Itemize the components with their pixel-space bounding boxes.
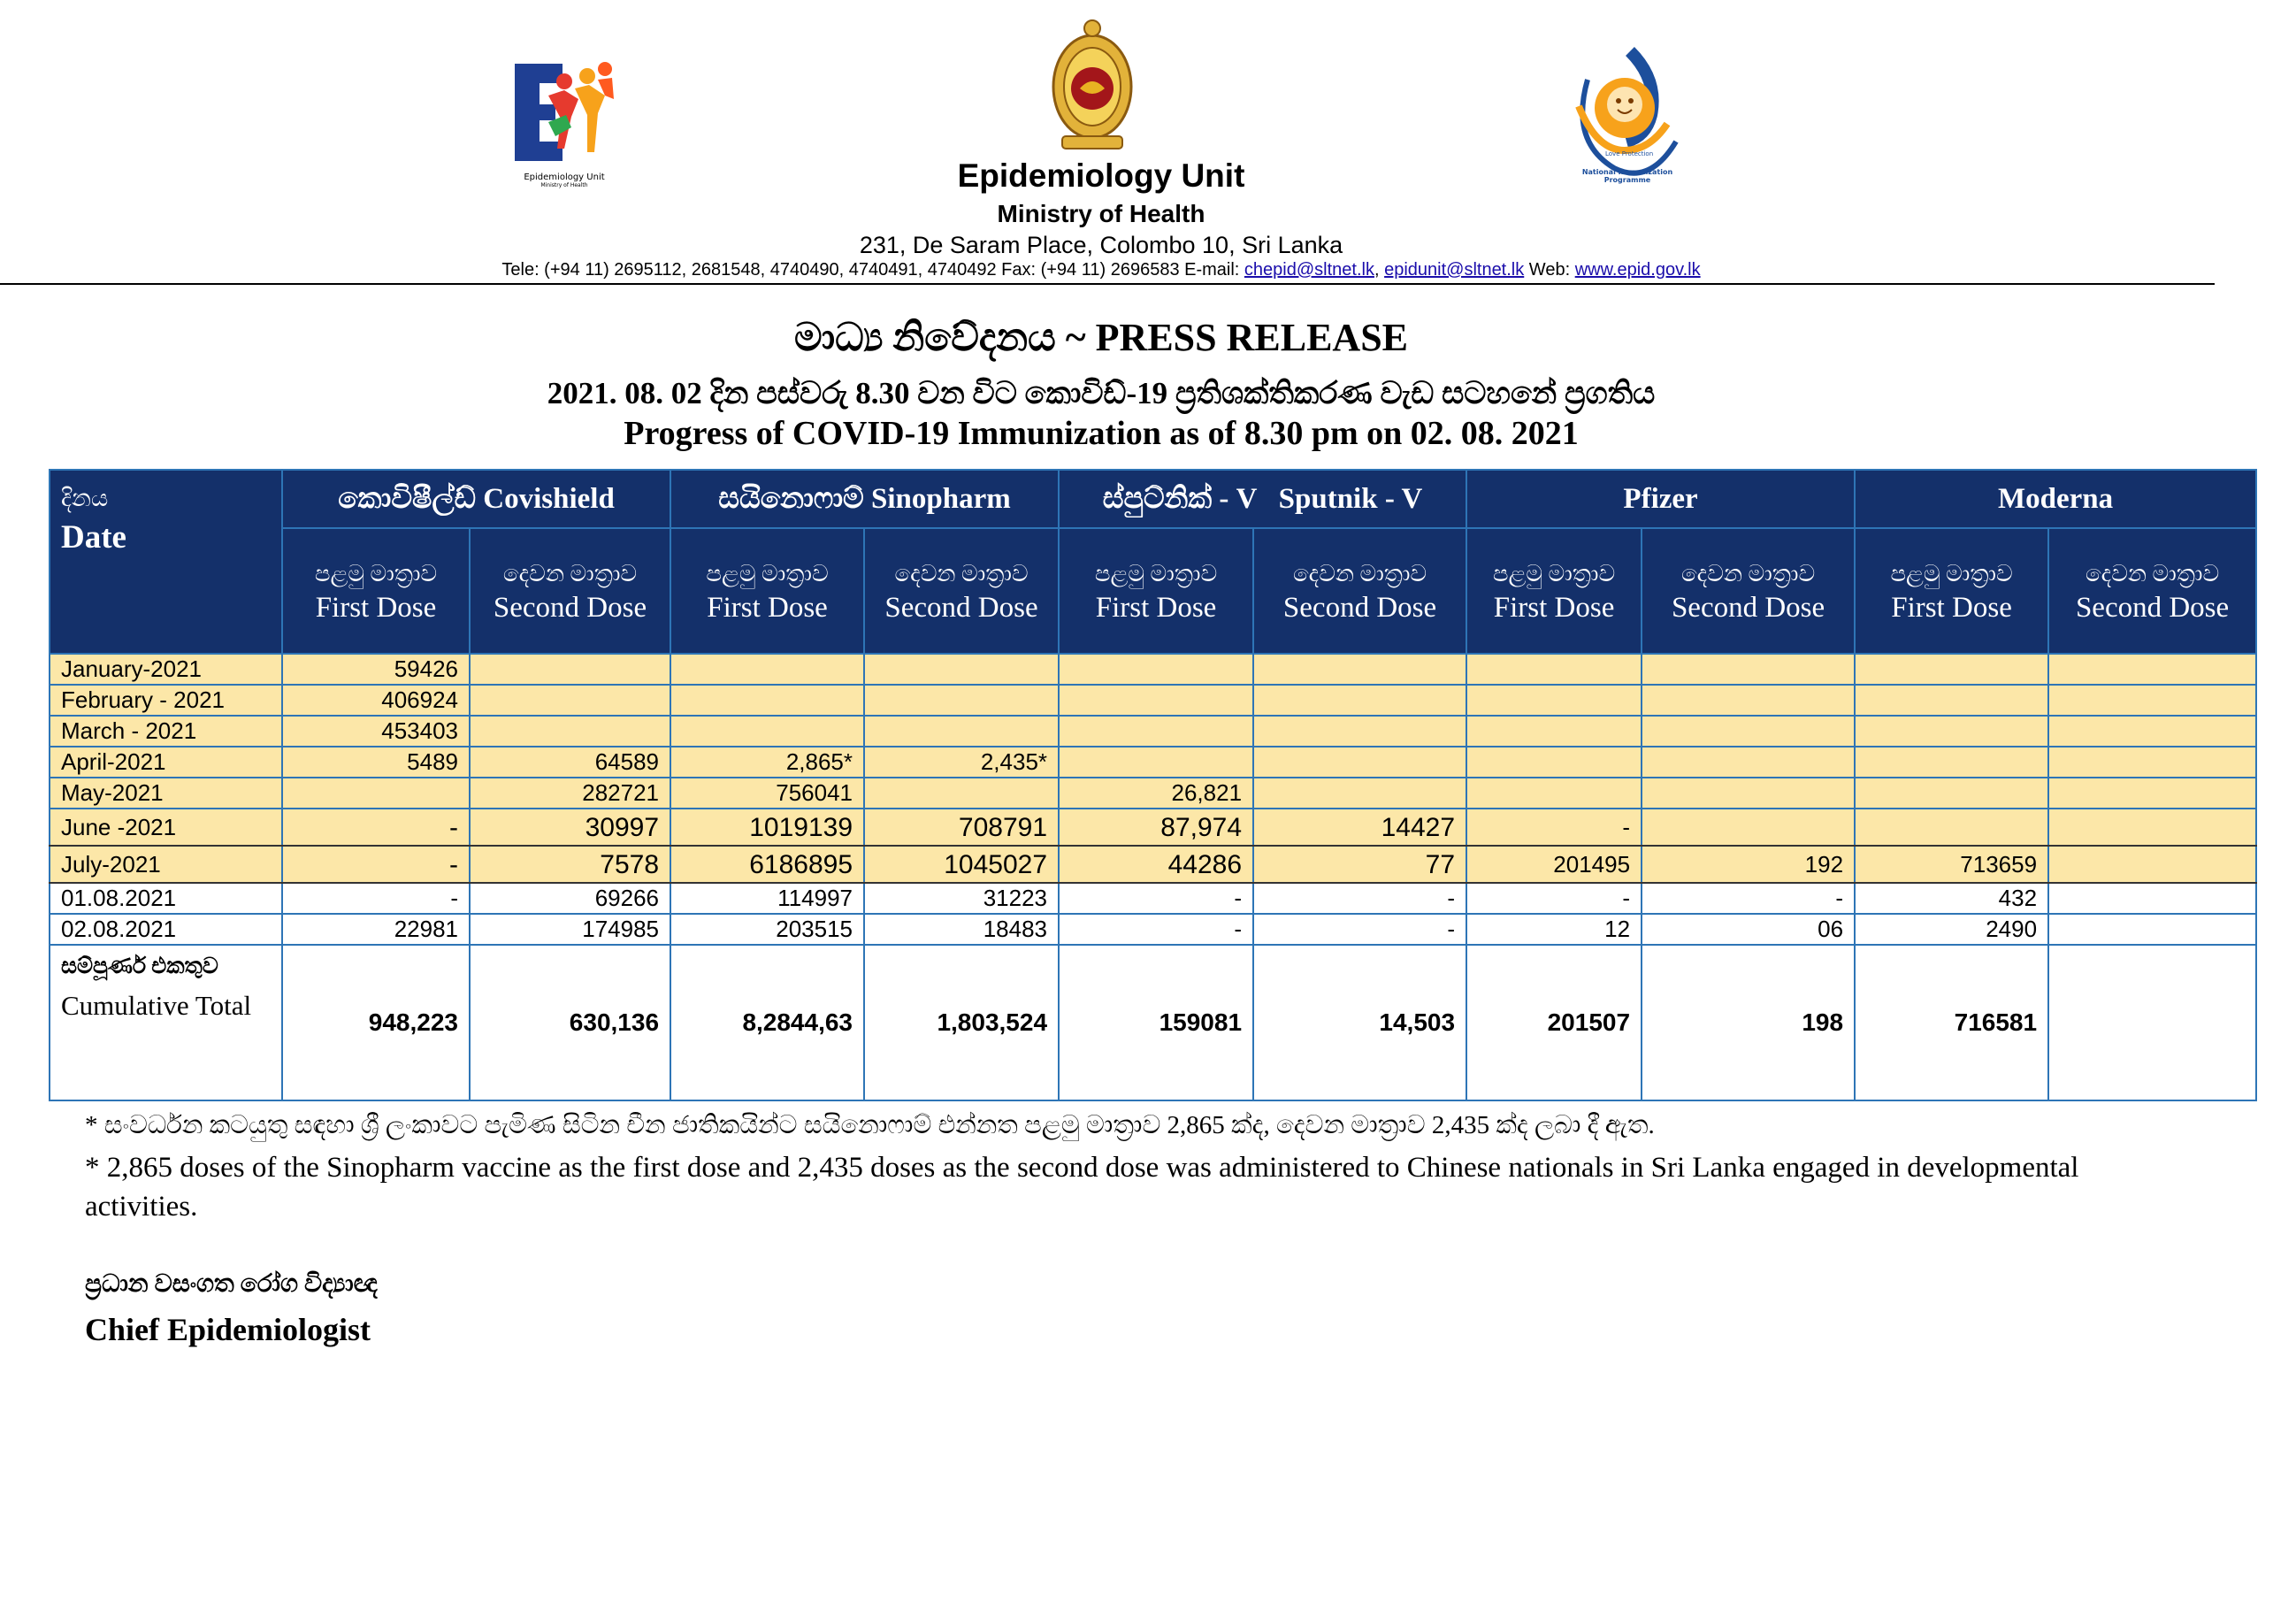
dose-header-en: First Dose (315, 592, 437, 624)
cell (1253, 747, 1466, 778)
press-release-subtitle-si: 2021. 08. 02 දින පස්වරු 8.30 වන විට කොවිඩ්-19 ප්‍රතිශක්තිකරණ වැඩ සටහනේ ප්‍රගතිය (547, 376, 1656, 410)
dose-header-si: පළමු මාත්‍රාව (706, 561, 829, 586)
cell (2048, 778, 2256, 809)
cell (2048, 914, 2256, 945)
cell (2048, 809, 2256, 846)
table-row (50, 716, 2256, 747)
signature-title-si: ප්‍රධාන වසංගත රෝග විද්‍යාඥ (85, 1270, 378, 1298)
dose-header-en: Second Dose (1282, 592, 1437, 624)
cell (1642, 685, 1855, 716)
cell: 453403 (282, 716, 470, 747)
ministry-name: Ministry of Health (997, 200, 1205, 227)
dose-header-en: Second Dose (1671, 592, 1825, 624)
press-release-title: මාධ්‍ය නිවේදනය ~ PRESS RELEASE (793, 316, 1409, 359)
cell (864, 685, 1059, 716)
dose-header-en: First Dose (1891, 592, 2012, 624)
cell: 114997 (670, 883, 864, 914)
cumulative-total-row (50, 945, 2256, 1100)
dose-header (1642, 528, 1855, 654)
signature-title-en: Chief Epidemiologist (85, 1312, 371, 1347)
total-cell: 201507 (1466, 945, 1642, 1100)
cell: 713659 (1855, 846, 2048, 883)
date-header-en: Date (61, 519, 126, 556)
logo-right-caption: National Immunization Programme (1581, 168, 1673, 184)
row-date: June -2021 (50, 809, 282, 846)
dose-header-si: දෙවන මාත්‍රාව (894, 561, 1029, 586)
cell: 5489 (282, 747, 470, 778)
cell: - (1466, 883, 1642, 914)
total-cell (2048, 945, 2256, 1100)
cell (864, 654, 1059, 685)
cell: 59426 (282, 654, 470, 685)
cell: 203515 (670, 914, 864, 945)
cell (1253, 778, 1466, 809)
cell: 69266 (470, 883, 670, 914)
email-link-chepid[interactable]: chepid@sltnet.lk (1244, 260, 1374, 280)
dose-header-en: First Dose (1095, 592, 1217, 624)
cell (670, 685, 864, 716)
cell (1253, 654, 1466, 685)
row-date: 02.08.2021 (50, 914, 282, 945)
cell: 31223 (864, 883, 1059, 914)
cell (470, 654, 670, 685)
cell (864, 778, 1059, 809)
cell (1059, 654, 1253, 685)
total-cell: 8,2844,63 (670, 945, 864, 1100)
cell (1466, 716, 1642, 747)
cell: 12 (1466, 914, 1642, 945)
dose-header-si: පළමු මාත්‍රාව (1492, 561, 1616, 586)
dose-header (1059, 528, 1253, 654)
cell (1642, 809, 1855, 846)
cell: - (282, 883, 470, 914)
contact-phone-fax: Tele: (+94 11) 2695112, 2681548, 4740490, 4740491, 4740492 Fax: (+94 11) 2696583 E-mail: (501, 260, 1244, 280)
total-cell: 948,223 (282, 945, 470, 1100)
total-label-si: සම්පූර්ණ එකතුව (61, 954, 218, 978)
vaccine-header-sinopharm: සයිනොෆාම් Sinopharm (670, 470, 1059, 528)
email-separator: , (1374, 260, 1385, 280)
total-label (50, 945, 282, 1100)
date-header-si: දිනය (61, 485, 109, 511)
cell (1642, 654, 1855, 685)
dose-header-row (50, 528, 2256, 654)
cell: - (1253, 883, 1466, 914)
cell: 2490 (1855, 914, 2048, 945)
table-row (50, 747, 2256, 778)
dose-header-si: දෙවන මාත්‍රාව (502, 561, 638, 586)
cell: - (1642, 883, 1855, 914)
cell (1466, 747, 1642, 778)
cell (1253, 716, 1466, 747)
dose-header-en: First Dose (707, 592, 828, 624)
row-date: March - 2021 (50, 716, 282, 747)
row-date: 01.08.2021 (50, 883, 282, 914)
cell (1059, 716, 1253, 747)
cell: 26,821 (1059, 778, 1253, 809)
total-cell: 1,803,524 (864, 945, 1059, 1100)
cell (1855, 778, 2048, 809)
cell (1642, 716, 1855, 747)
cell (1642, 778, 1855, 809)
dose-header-si: දෙවන මාත්‍රාව (2085, 561, 2220, 586)
cell: 44286 (1059, 846, 1253, 883)
footnote-si: * සංවර්ධන කටයුතු සඳහා ශ්‍රී ලංකාවට පැමිණ සිටින චීන ජාතිකයින්ට සයිනොෆාම් එන්නත පළමු මාත්‍රාව 2,865 ක්ද, දෙවන මාත්‍රාව 2,435 ක්ද ලබා දී ඇත. (85, 1111, 1655, 1139)
cell (864, 716, 1059, 747)
web-prefix: Web: (1524, 260, 1575, 280)
cell: - (1059, 883, 1253, 914)
row-date: May-2021 (50, 778, 282, 809)
cell (2048, 883, 2256, 914)
table-row (50, 809, 2256, 846)
dose-header (864, 528, 1059, 654)
cell: 201495 (1466, 846, 1642, 883)
vaccine-header-sputnik: ස්පුට්නික් - V Sputnik - V (1059, 470, 1466, 528)
cell: 64589 (470, 747, 670, 778)
org-name: Epidemiology Unit (957, 157, 1245, 194)
table-header-row (50, 470, 2256, 528)
cell: - (1059, 914, 1253, 945)
row-date: April-2021 (50, 747, 282, 778)
address: 231, De Saram Place, Colombo 10, Sri Lanka (859, 232, 1343, 258)
cell: 2,435* (864, 747, 1059, 778)
cell (1253, 685, 1466, 716)
dose-header-en: First Dose (1493, 592, 1615, 624)
cell (2048, 846, 2256, 883)
cell: 192 (1642, 846, 1855, 883)
cell (1466, 654, 1642, 685)
logo-left-caption: Epidemiology Unit (524, 172, 605, 182)
website-link[interactable]: www.epid.gov.lk (1574, 260, 1701, 280)
vaccine-header-pfizer: Pfizer (1466, 470, 1855, 528)
sri-lanka-emblem (1048, 18, 1137, 152)
cell: 30997 (470, 809, 670, 846)
press-release-subtitle-en: Progress of COVID-19 Immunization as of 8.30 pm on 02. 08. 2021 (624, 415, 1579, 452)
cell: 87,974 (1059, 809, 1253, 846)
dose-header (1855, 528, 2048, 654)
cell: - (282, 846, 470, 883)
cell: 1045027 (864, 846, 1059, 883)
cell (2048, 685, 2256, 716)
footnote-en: * 2,865 doses of the Sinopharm vaccine as the first dose and 2,435 doses as the second dose was administered to Chinese nationals in Sri Lanka engaged in developmental activities. (85, 1152, 2079, 1223)
dose-header (670, 528, 864, 654)
table-row (50, 846, 2256, 883)
vaccine-header-moderna: Moderna (1855, 470, 2256, 528)
dose-header (470, 528, 670, 654)
cell: 1019139 (670, 809, 864, 846)
cell: 756041 (670, 778, 864, 809)
dose-header (2048, 528, 2256, 654)
cell (1466, 685, 1642, 716)
dose-header-si: පළමු මාත්‍රාව (1094, 561, 1218, 586)
logo-left-subcaption: Ministry of Health (540, 182, 588, 188)
cell: 18483 (864, 914, 1059, 945)
cell: - (282, 809, 470, 846)
total-cell: 716581 (1855, 945, 2048, 1100)
total-cell: 630,136 (470, 945, 670, 1100)
dose-header-en: Second Dose (884, 592, 1038, 624)
cell: - (1466, 809, 1642, 846)
cell (670, 716, 864, 747)
table-row (50, 883, 2256, 914)
cell (1059, 747, 1253, 778)
cell (470, 716, 670, 747)
cell: 06 (1642, 914, 1855, 945)
cell: 406924 (282, 685, 470, 716)
dose-header-si: පළමු මාත්‍රාව (1890, 561, 2013, 586)
email-link-epidunit[interactable]: epidunit@sltnet.lk (1384, 260, 1525, 280)
dose-header-en: Second Dose (2075, 592, 2230, 624)
dose-header (282, 528, 470, 654)
logo-right-small: Love Protection (1605, 150, 1654, 157)
row-date: February - 2021 (50, 685, 282, 716)
date-header (50, 470, 282, 654)
total-cell: 198 (1642, 945, 1855, 1100)
cell (2048, 654, 2256, 685)
cell (282, 778, 470, 809)
cell (2048, 716, 2256, 747)
cell (2048, 747, 2256, 778)
row-date: January-2021 (50, 654, 282, 685)
total-cell: 159081 (1059, 945, 1253, 1100)
cell (1855, 654, 2048, 685)
cell: - (1253, 914, 1466, 945)
cell (1855, 685, 2048, 716)
table-row (50, 654, 2256, 685)
cell: 282721 (470, 778, 670, 809)
cell (1855, 747, 2048, 778)
vaccine-header-covishield: කොවිෂීල්ඩ් Covishield (282, 470, 670, 528)
header-divider (0, 283, 2215, 285)
cell: 77 (1253, 846, 1466, 883)
table-row (50, 685, 2256, 716)
cell: 22981 (282, 914, 470, 945)
cell (1642, 747, 1855, 778)
cell: 2,865* (670, 747, 864, 778)
table-row (50, 914, 2256, 945)
dose-header-si: දෙවන මාත්‍රාව (1680, 561, 1816, 586)
cell (670, 654, 864, 685)
cell (1059, 685, 1253, 716)
cell: 432 (1855, 883, 2048, 914)
dose-header (1253, 528, 1466, 654)
cell (1855, 809, 2048, 846)
cell (1855, 716, 2048, 747)
table-row (50, 778, 2256, 809)
cell: 174985 (470, 914, 670, 945)
dose-header-si: දෙවන මාත්‍රාව (1292, 561, 1427, 586)
cell: 6186895 (670, 846, 864, 883)
cell: 708791 (864, 809, 1059, 846)
total-cell: 14,503 (1253, 945, 1466, 1100)
cell (1466, 778, 1642, 809)
dose-header (1466, 528, 1642, 654)
cell (470, 685, 670, 716)
dose-header-si: පළමු මාත්‍රාව (314, 561, 438, 586)
row-date: July-2021 (50, 846, 282, 883)
immunization-progress-table (49, 469, 2257, 1101)
contact-line (0, 260, 2202, 280)
cell: 7578 (470, 846, 670, 883)
cell: 14427 (1253, 809, 1466, 846)
total-label-en: Cumulative Total (61, 990, 252, 1021)
dose-header-en: Second Dose (493, 592, 647, 624)
